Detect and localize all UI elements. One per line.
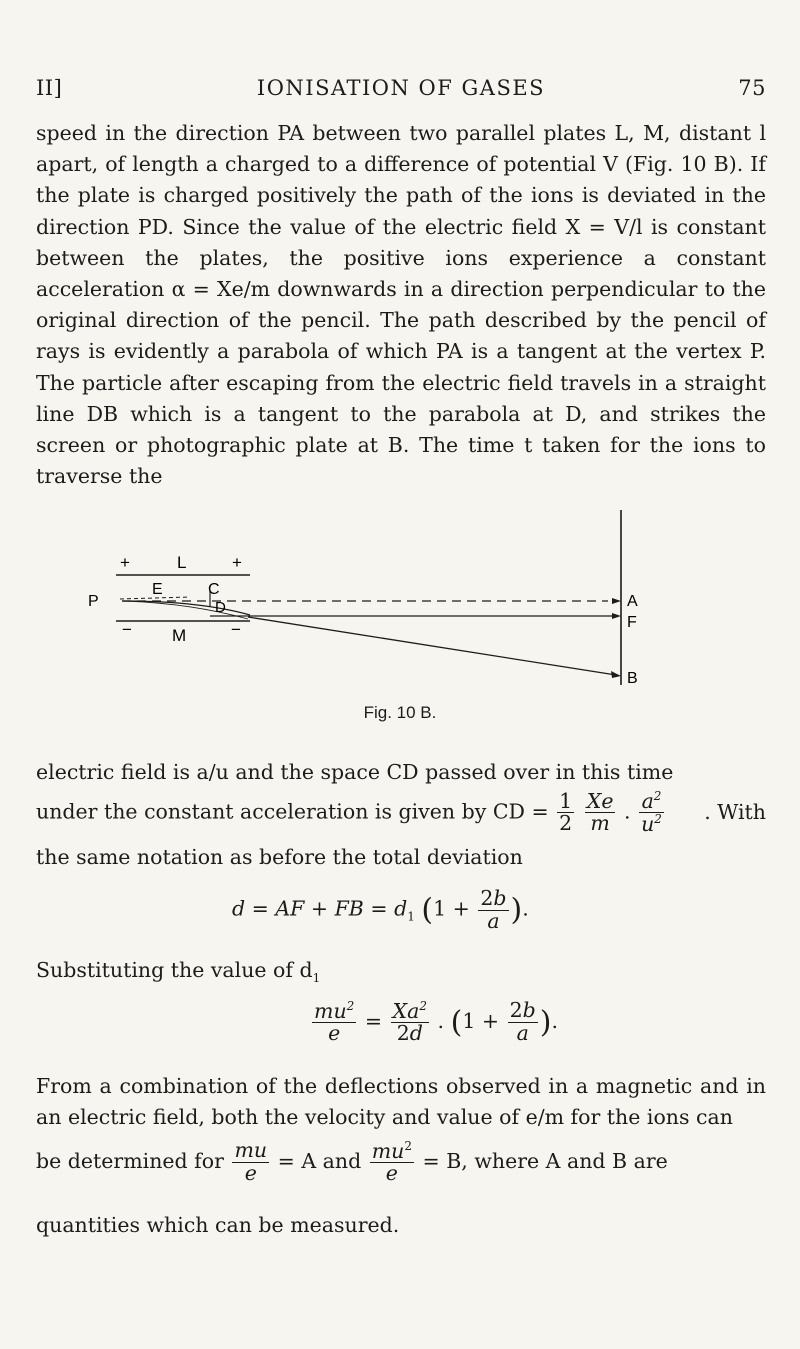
frac-xa2-2d: $\frac{Xa^2}{2d}$ [392,998,428,1046]
paragraph-2-line-3 [36,842,766,873]
label-plus-right: + [232,553,242,572]
equation-substituted: $\frac{mu^2}{e}$ = $\frac{Xa^2}{2d}$ . (1 + $\frac{2b}{a}$ ). [314,998,559,1046]
figure-caption: Fig. 10 B. [363,703,437,722]
label-p: P [88,593,99,610]
equation-total-deviation: d = AF + FB = $d_1$ (1 + $\frac{2b}{a}$ ). [232,886,529,933]
eq-a-text: = A and [277,1148,362,1173]
cd-eq-prefix: under the constant acceleration is given by CD = [36,799,556,824]
eq1-sub: 1 [407,909,415,924]
label-c: C [208,581,220,598]
paragraph-4-equation-line [36,1140,766,1185]
paragraph-4-last-line [36,1210,766,1241]
line-db [248,617,616,675]
paragraph-2-line-1 [36,757,766,788]
arrow-f [612,613,621,619]
label-d: D [215,599,226,616]
frac-2b-a: $\frac{2b}{a}$ [480,886,507,933]
paragraph-4 [36,1071,766,1133]
parabola-path [122,601,250,615]
be-determined-text: be determined for [36,1148,224,1173]
arrow-b [611,671,621,678]
page-header [36,76,766,106]
paragraph-3: Substituting the value of $d_1$ [36,958,321,986]
eq-b-text: = B, where A and B are [422,1148,668,1173]
paragraph-1-text: speed in the direction PA between two parallel plates L, M, distant l apart, of length a charged to a difference of potential V (Fig. 10 B). If the plate is charged positively the path of the ions is deviated in the direction PD. Since the value of the electric field X = V/l is constant between the plates, the positive ions experience a constant acceleration α = Xe/m downwards in a direction perpendicular to the original direction of the pencil. The path described by the pencil of rays is evidently a parabola of which PA is a tangent at the vertex P. The particle after escaping from the electric field travels in a straight line DB which is a tangent to the parabola at D, and strikes the screen or photographic plate at B. The time t taken for the ions to traverse the [36,121,766,489]
paragraph-2-line-1-text: electric field is a/u and the space CD passed over in this time [36,760,674,784]
paragraph-3-text: Substituting the value of d [36,958,313,982]
with-text: . With [704,800,766,824]
label-minus-left: − [122,620,132,639]
eq1-lhs: d = AF + FB = d [232,896,408,921]
label-a: A [627,593,638,610]
label-b: B [627,670,638,687]
paragraph-2-line-3-text: the same notation as before the total deviation [36,845,523,869]
section-marker: II] [36,76,63,100]
frac-half: $\frac{1}{2}$ [559,788,573,836]
label-m: M [172,626,187,645]
frac-mu2-e-second: $\frac{mu^2}{e}$ [371,1138,413,1186]
frac-mu2-e: $\frac{mu^2}{e}$ [314,998,355,1046]
figure-10b-diagram [80,505,680,695]
paragraph-4-last-text: quantities which can be measured. [36,1213,400,1237]
paragraph-4-text: From a combination of the deflections observed in a magnetic and in an electric field, both the velocity and value of e/m for the ions can [36,1074,766,1130]
page-number: 75 [738,76,766,100]
arrow-a [612,598,621,604]
label-f: F [627,614,637,631]
frac-xe-m: $\frac{Xe}{m}$ [586,788,614,836]
frac-a2-u2: $\frac{a^2}{u^2}$ [641,788,662,837]
paragraph-2-line-2: under the constant acceleration is given by CD = $\frac{1}{2}$ $\frac{Xe}{m}$ . $\frac{a^2}{u^2}$ . With [36,788,766,837]
frac-mu-e: $\frac{mu}{e}$ [234,1138,268,1185]
label-plus-left: + [120,553,130,572]
label-l: L [177,553,187,572]
running-title: IONISATION OF GASES [256,76,546,100]
label-e: E [152,581,163,598]
paragraph-1 [36,118,766,492]
label-minus-right: − [231,620,241,639]
frac-2b-a-second: $\frac{2b}{a}$ [509,998,536,1045]
